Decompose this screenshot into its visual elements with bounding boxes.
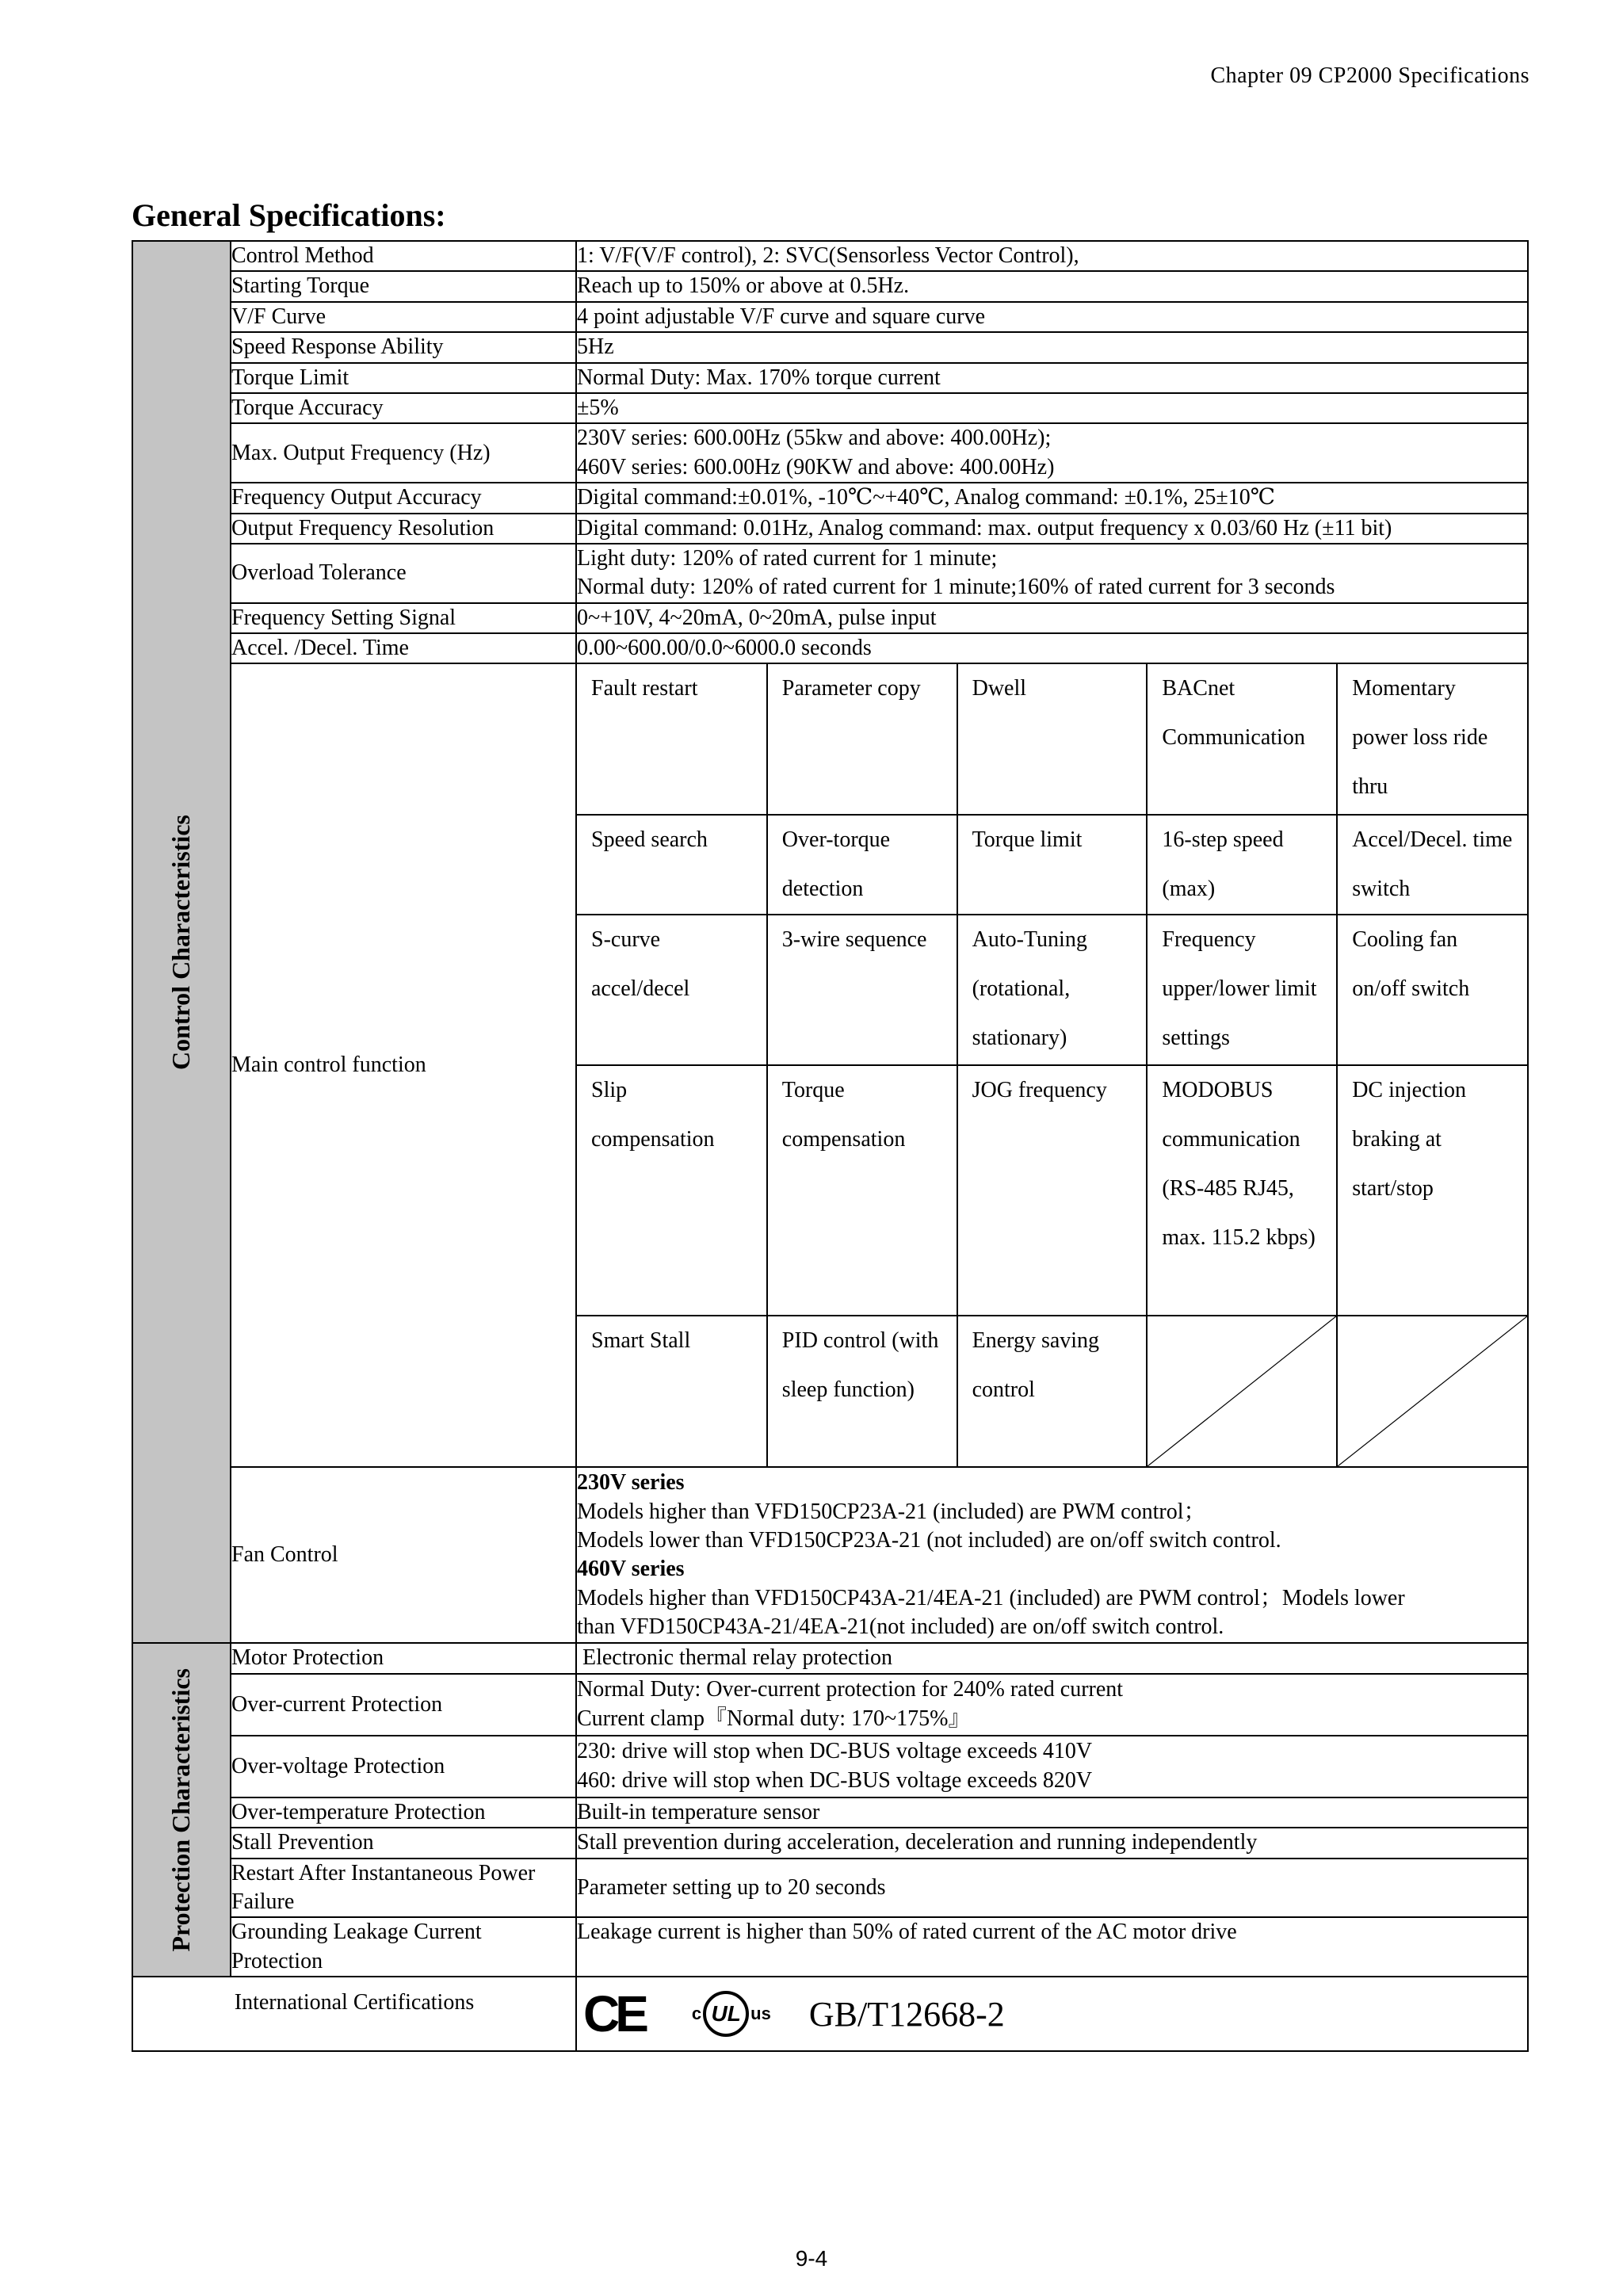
spec-value: 0~+10V, 4~20mA, 0~20mA, pulse input — [576, 603, 1528, 633]
function-cell: Torque compensation — [767, 1065, 957, 1316]
main-control-label: Main control function — [231, 663, 576, 1467]
spec-value: Digital command:±0.01%, -10℃~+40℃, Analog command: ±0.1%, 25±10℃ — [576, 483, 1528, 513]
function-cell: BACnet Communication — [1147, 664, 1337, 815]
main-control-functions — [576, 663, 1528, 1467]
function-cell: DC injection braking at start/stop — [1337, 1065, 1527, 1316]
fan-control-label: Fan Control — [231, 1467, 576, 1643]
ce-mark-icon: CE — [583, 1985, 644, 2042]
category-protection-label: Protection Characteristics — [166, 1668, 196, 1952]
spec-value: 5Hz — [576, 332, 1528, 362]
empty-cell-slash — [1147, 1316, 1337, 1466]
function-cell: Dwell — [957, 664, 1148, 815]
spec-value: 4 point adjustable V/F curve and square curve — [576, 302, 1528, 332]
category-control-label: Control Characteristics — [166, 814, 196, 1070]
spec-value: Reach up to 150% or above at 0.5Hz. — [576, 271, 1528, 301]
spec-value: 1: V/F(V/F control), 2: SVC(Sensorless Vector Control), — [576, 241, 1528, 271]
section-title: General Specifications: — [132, 197, 446, 233]
spec-value: Built-in temperature sensor — [576, 1797, 1528, 1828]
empty-cell-slash — [1337, 1316, 1527, 1466]
function-cell: Accel/Decel. time switch — [1337, 815, 1527, 915]
spec-value: ±5% — [576, 393, 1528, 423]
spec-item: Over-voltage Protection — [231, 1736, 576, 1797]
function-cell: Frequency upper/lower limit settings — [1147, 915, 1337, 1065]
spec-item: Frequency Output Accuracy — [231, 483, 576, 513]
spec-table — [132, 240, 1529, 2052]
function-cell: Parameter copy — [767, 664, 957, 815]
spec-item: Restart After Instantaneous Power Failure — [231, 1859, 576, 1918]
gb-standard-label: GB/T12668-2 — [808, 1994, 1005, 2034]
spec-item: Stall Prevention — [231, 1828, 576, 1858]
spec-value: Normal Duty: Over-current protection for 240% rated current Current clamp『Normal duty: 170~175%』 — [576, 1674, 1528, 1736]
category-control — [132, 241, 231, 1643]
spec-value: Light duty: 120% of rated current for 1 minute; Normal duty: 120% of rated current for 1 minute;160% of rated current for 3 seconds — [576, 544, 1528, 603]
spec-item: Output Frequency Resolution — [231, 514, 576, 544]
spec-value: Parameter setting up to 20 seconds — [576, 1859, 1528, 1918]
category-protection — [132, 1643, 231, 1977]
spec-item: Grounding Leakage Current Protection — [231, 1917, 576, 1977]
diagonal-slash-icon — [1148, 1316, 1336, 1466]
spec-item: Torque Accuracy — [231, 393, 576, 423]
spec-item: Speed Response Ability — [231, 332, 576, 362]
spec-item: Motor Protection — [231, 1643, 576, 1673]
certifications-label: International Certifications — [132, 1977, 576, 2051]
function-cell: Fault restart — [577, 664, 767, 815]
chapter-header: Chapter 09 CP2000 Specifications — [1210, 63, 1529, 88]
function-cell: MODOBUS communication (RS-485 RJ45, max. 115.2 kbps) — [1147, 1065, 1337, 1316]
function-cell: Torque limit — [957, 815, 1148, 915]
function-cell: S-curve accel/decel — [577, 915, 767, 1065]
spec-value: Digital command: 0.01Hz, Analog command: max. output frequency x 0.03/60 Hz (±11 bit) — [576, 514, 1528, 544]
spec-value: Normal Duty: Max. 170% torque current — [576, 363, 1528, 393]
spec-item: Overload Tolerance — [231, 544, 576, 603]
function-cell: 3-wire sequence — [767, 915, 957, 1065]
function-cell: PID control (with sleep function) — [767, 1316, 957, 1466]
fan-control-value: 230V series Models higher than VFD150CP23A-21 (included) are PWM control； Models lower than VFD150CP23A-21 (not included) are on/off switch control. 460V series Models higher than VFD150CP43A-21/4EA-21 (included) are PWM control；Models lower than VFD150CP43A-21/4EA-21(not included) are on/off switch control. — [576, 1467, 1528, 1643]
spec-item: V/F Curve — [231, 302, 576, 332]
function-cell: Over-torque detection — [767, 815, 957, 915]
spec-item: Over-temperature Protection — [231, 1797, 576, 1828]
function-cell: Cooling fan on/off switch — [1337, 915, 1527, 1065]
spec-item: Torque Limit — [231, 363, 576, 393]
function-cell: Energy saving control — [957, 1316, 1148, 1466]
function-cell: Momentary power loss ride thru — [1337, 664, 1527, 815]
page-number: 9-4 — [795, 2246, 828, 2271]
function-cell: Speed search — [577, 815, 767, 915]
cul-us-mark-icon: c UL us — [692, 1991, 771, 2037]
spec-item: Frequency Setting Signal — [231, 603, 576, 633]
function-cell: Auto-Tuning (rotational, stationary) — [957, 915, 1148, 1065]
spec-value: 230: drive will stop when DC-BUS voltage exceeds 410V 460: drive will stop when DC-BUS voltage exceeds 820V — [576, 1736, 1528, 1797]
spec-item: Max. Output Frequency (Hz) — [231, 423, 576, 483]
diagonal-slash-icon — [1338, 1316, 1527, 1466]
function-cell: Smart Stall — [577, 1316, 767, 1466]
spec-value: Electronic thermal relay protection — [576, 1643, 1528, 1673]
function-cell: JOG frequency — [957, 1065, 1148, 1316]
spec-item: Control Method — [231, 241, 576, 271]
spec-item: Over-current Protection — [231, 1674, 576, 1736]
spec-value: 0.00~600.00/0.0~6000.0 seconds — [576, 633, 1528, 663]
function-grid — [577, 664, 1527, 1466]
function-cell: Slip compensation — [577, 1065, 767, 1316]
spec-item: Accel. /Decel. Time — [231, 633, 576, 663]
spec-value: 230V series: 600.00Hz (55kw and above: 400.00Hz); 460V series: 600.00Hz (90KW and above: 400.00Hz) — [576, 423, 1528, 483]
spec-value: Leakage current is higher than 50% of rated current of the AC motor drive — [576, 1917, 1528, 1977]
spec-item: Starting Torque — [231, 271, 576, 301]
spec-value: Stall prevention during acceleration, deceleration and running independently — [576, 1828, 1528, 1858]
function-cell: 16-step speed (max) — [1147, 815, 1337, 915]
certifications-value — [576, 1977, 1528, 2051]
